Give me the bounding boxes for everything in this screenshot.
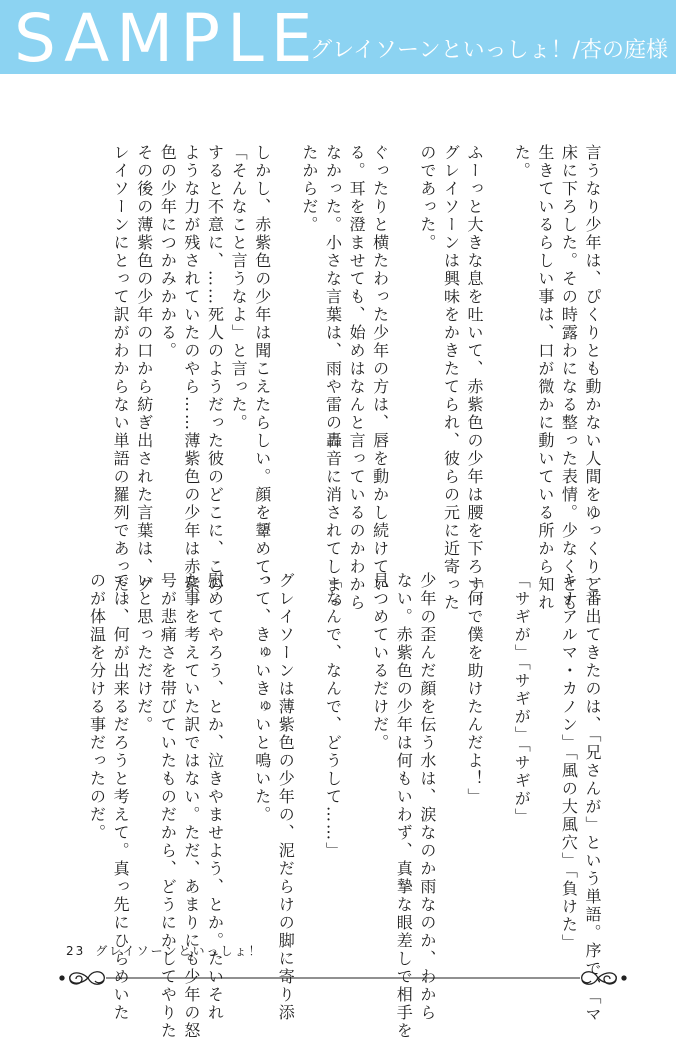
banner-subtitle: グレイソーンといっしょ！/杏の庭様 (310, 38, 668, 63)
text-column: グレイソーンは薄紫色の少年の、泥だらけの脚に寄り添 (276, 572, 296, 1022)
text-column: すると不意に、……死人のようだった彼のどこに、この (205, 144, 225, 594)
text-column: ような力が残されていたのやら……薄紫色の少年は赤紫 (181, 144, 201, 594)
text-column: キナアルマ・カノン」「風の大風穴」「負けた」 (559, 572, 579, 952)
text-column: なかった。小さな言葉は、雨や雷の轟音に消されてしまっ (323, 144, 343, 612)
right-flourish-icon (582, 972, 626, 985)
blank-column (486, 572, 510, 956)
text-block-bottom (85, 572, 604, 1040)
blank-column (533, 572, 557, 956)
text-column: 少年の歪んだ顔を伝う水は、涙なのか雨なのか、わから (417, 572, 437, 1022)
text-column: 「なんで、なんで、どうして……」 (323, 572, 343, 860)
text-column: ぐったりと横たわった少年の方は、唇を動かし続けてい (370, 144, 390, 594)
blank-column (486, 144, 510, 524)
blank-column (392, 144, 416, 524)
text-column: 一番出てきたのは、「兄さんが」という単語。序で、「マ (583, 572, 602, 1024)
text-column: その後の薄紫色の少年の口から紡ぎ出された言葉は、グ (134, 144, 154, 594)
page-number: 23 (66, 944, 86, 958)
text-column: た。 (512, 144, 532, 180)
text-column: る。耳を澄ませても、始めはなんと言っているのかわから (347, 144, 367, 612)
text-column: ない。赤紫色の少年は何もいわず、真摯な眼差しで相手を (394, 572, 414, 1040)
sample-banner (0, 0, 676, 77)
text-column: レイソーンにとって訳がわからない単語の羅列であった。 (111, 144, 131, 612)
text-column: 生きているらしい事は、口が微かに動いている所から知れ (535, 144, 555, 612)
text-column: ふーっと大きな息を吐いて、赤紫色の少年は腰を下ろす。 (465, 144, 485, 612)
text-column: しかし、赤紫色の少年は聞こえたらしい。顔を顰めて、 (252, 144, 272, 594)
text-column: た事を考えていた訳ではない。ただ、あまりにも少年の怒 (181, 572, 201, 1040)
blank-column (227, 572, 251, 956)
text-column: たからだ。 (299, 144, 319, 234)
text-column: 慰めてやろう、とか、泣きやませよう、とか。たいそれ (205, 572, 225, 1022)
text-column: 言うなり少年は、ぴくりとも動かない人間をゆっくりと (583, 144, 602, 594)
text-column: 見つめているだけだ。 (370, 572, 390, 752)
text-column: 「そんなこと言うなよ」と言った。 (229, 144, 249, 432)
text-column: 「サギが」「サギが」「サギが」 (512, 572, 532, 826)
left-flourish-icon (60, 972, 104, 985)
sample-watermark: SAMPLE (14, 0, 320, 77)
blank-column (274, 144, 298, 524)
text-column: いと思っただけだ。 (134, 572, 154, 734)
text-column: って、きゅいきゅいと鳴いた。 (252, 572, 272, 824)
book-title: グレイソーンといっしょ！ (95, 944, 263, 958)
page-footer (58, 938, 628, 998)
text-column: 色の少年につかみかかる。 (158, 144, 178, 360)
ornamental-rule (58, 954, 628, 994)
text-column: 床に下ろした。その時露わになる整った表情。少なくとも (559, 144, 579, 612)
text-column: のであった。 (417, 144, 437, 252)
text-column: 号が悲痛さを帯びていたものだから、どうにかしてやりた (158, 572, 178, 1040)
text-column: 「何で僕を助けたんだよ！」 (465, 572, 485, 806)
blank-column (439, 572, 463, 956)
text-column: では、何が出来るだろうと考えて。真っ先にひらめいた (111, 572, 131, 1022)
text-block-top (109, 144, 604, 612)
blank-column (297, 572, 321, 956)
text-column: グレイソーンは興味をかきたてられ、彼らの元に近寄った (441, 144, 461, 612)
text-column: のが体温を分ける事だったのだ。 (87, 572, 107, 842)
blank-column (344, 572, 368, 956)
